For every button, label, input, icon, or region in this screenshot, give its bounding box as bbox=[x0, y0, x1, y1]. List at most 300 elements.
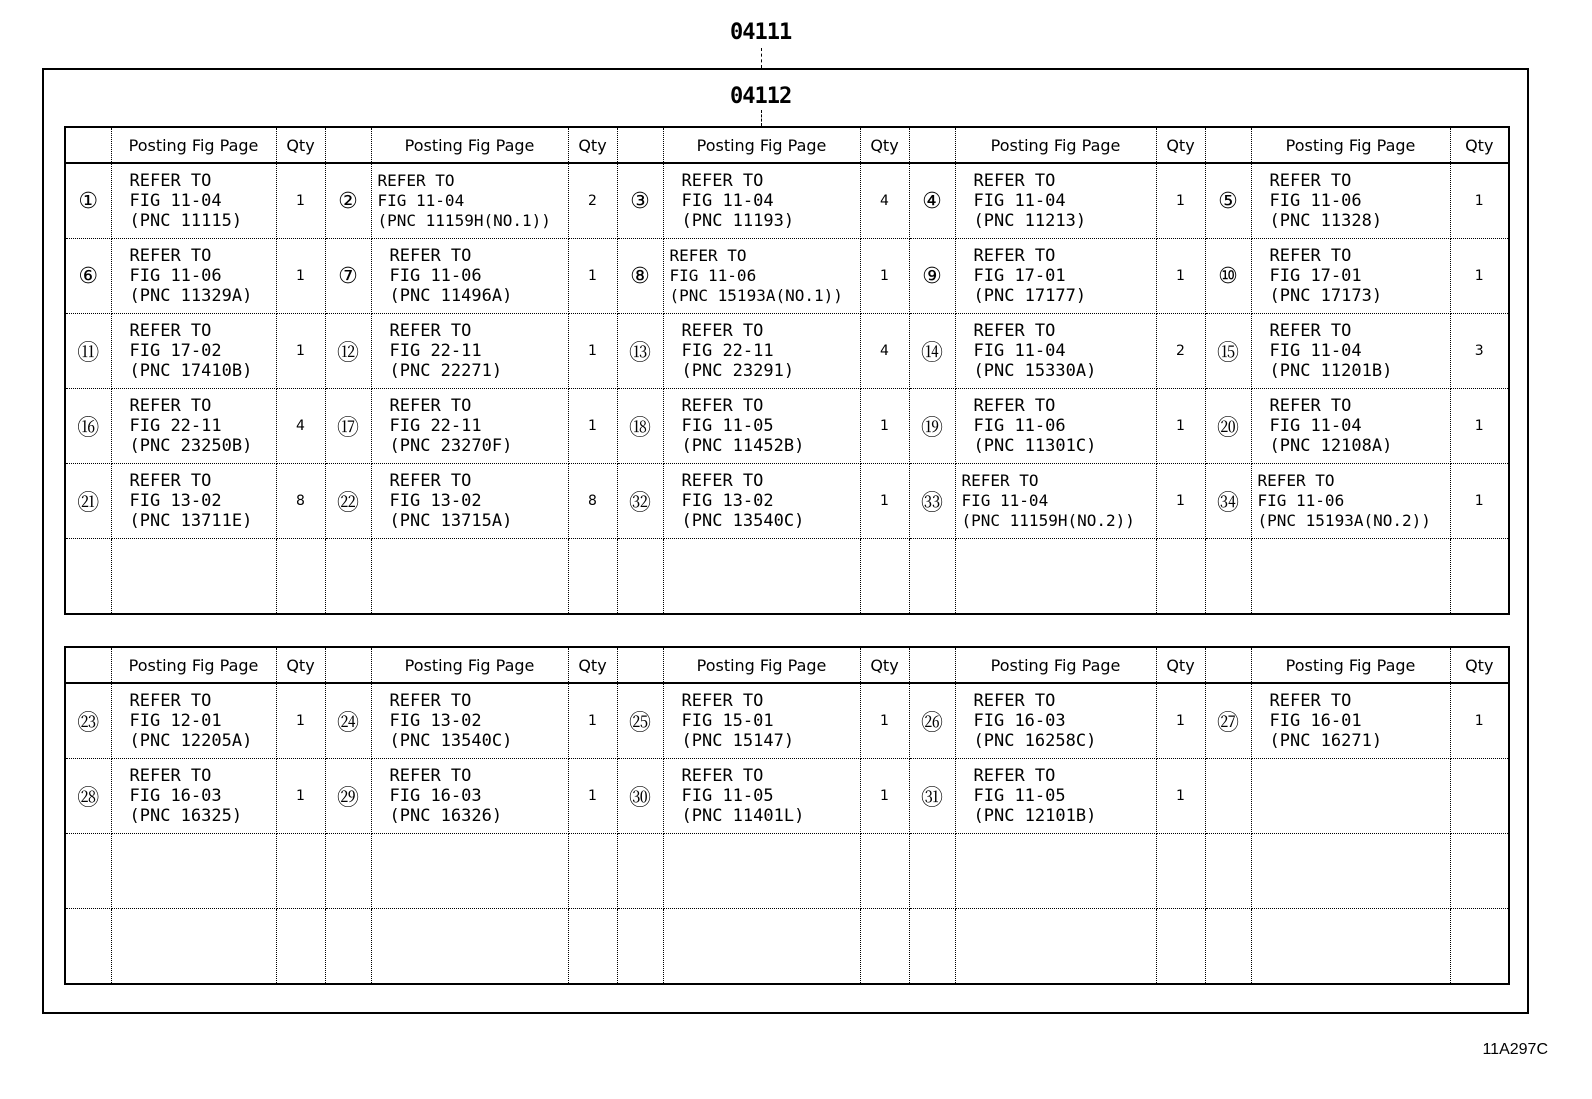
posting-reference bbox=[955, 683, 1156, 759]
quantity: 2 bbox=[1156, 314, 1205, 389]
header-qty: Qty bbox=[1450, 127, 1509, 163]
empty-cell bbox=[1450, 909, 1509, 985]
reference-line-l2: FIG 11-04 bbox=[1269, 341, 1362, 361]
quantity: 1 bbox=[1156, 683, 1205, 759]
empty-cell bbox=[371, 909, 568, 985]
reference-line-l2: FIG 11-04 bbox=[1269, 416, 1362, 436]
reference-line-l3: (PNC 11328) bbox=[1269, 211, 1383, 231]
reference-line-l1: REFER TO bbox=[377, 171, 455, 190]
quantity: 1 bbox=[1156, 759, 1205, 834]
reference-line-l1: REFER TO bbox=[1269, 246, 1352, 266]
header-number-cell bbox=[325, 127, 371, 163]
empty-cell bbox=[65, 539, 111, 615]
reference-line-l1: REFER TO bbox=[129, 246, 212, 266]
quantity: 1 bbox=[1450, 239, 1509, 314]
empty-cell bbox=[568, 834, 617, 909]
quantity: 1 bbox=[276, 759, 325, 834]
empty-cell bbox=[1251, 834, 1450, 909]
item-number: ① bbox=[65, 163, 111, 239]
item-number: ⑯ bbox=[65, 389, 111, 464]
reference-line-l1: REFER TO bbox=[129, 766, 212, 786]
header-row bbox=[65, 647, 1509, 683]
posting-reference bbox=[663, 239, 860, 314]
reference-line-l3: (PNC 11193) bbox=[681, 211, 795, 231]
posting-reference bbox=[1251, 239, 1450, 314]
header-posting-fig-page: Posting Fig Page bbox=[371, 647, 568, 683]
item-number: ㉑ bbox=[65, 464, 111, 539]
reference-line-l2: FIG 16-03 bbox=[129, 786, 222, 806]
item-number: ㉚ bbox=[617, 759, 663, 834]
empty-cell bbox=[1205, 759, 1251, 834]
item-number: ⑭ bbox=[909, 314, 955, 389]
header-number-cell bbox=[1205, 127, 1251, 163]
posting-reference bbox=[371, 464, 568, 539]
reference-line-l2: FIG 22-11 bbox=[681, 341, 774, 361]
reference-line-l1: REFER TO bbox=[129, 321, 212, 341]
item-number: ㉞ bbox=[1205, 464, 1251, 539]
reference-line-l2: FIG 17-02 bbox=[129, 341, 222, 361]
reference-line-l3: (PNC 11159H(NO.1)) bbox=[377, 211, 551, 230]
posting-reference bbox=[111, 163, 276, 239]
reference-line-l3: (PNC 11115) bbox=[129, 211, 243, 231]
quantity: 1 bbox=[568, 314, 617, 389]
quantity: 1 bbox=[1450, 389, 1509, 464]
posting-reference bbox=[111, 239, 276, 314]
reference-line-l3: (PNC 15330A) bbox=[973, 361, 1097, 381]
posting-reference bbox=[663, 163, 860, 239]
quantity: 1 bbox=[860, 683, 909, 759]
reference-line-l1: REFER TO bbox=[681, 396, 764, 416]
item-number: ⑳ bbox=[1205, 389, 1251, 464]
empty-cell bbox=[1205, 539, 1251, 615]
posting-reference bbox=[371, 683, 568, 759]
quantity: 1 bbox=[1156, 163, 1205, 239]
reference-line-l3: (PNC 13715A) bbox=[389, 511, 513, 531]
empty-cell bbox=[909, 539, 955, 615]
reference-line-l2: FIG 13-02 bbox=[681, 491, 774, 511]
reference-line-l3: (PNC 12101B) bbox=[973, 806, 1097, 826]
table-row bbox=[65, 464, 1509, 539]
posting-reference bbox=[1251, 389, 1450, 464]
reference-line-l3: (PNC 13711E) bbox=[129, 511, 253, 531]
leader-line-inner bbox=[761, 110, 762, 126]
table-row bbox=[65, 239, 1509, 314]
empty-cell bbox=[1450, 759, 1509, 834]
header-number-cell bbox=[65, 647, 111, 683]
item-number: ㉜ bbox=[617, 464, 663, 539]
reference-line-l1: REFER TO bbox=[669, 246, 747, 265]
item-number: ㉗ bbox=[1205, 683, 1251, 759]
reference-line-l2: FIG 16-03 bbox=[389, 786, 482, 806]
quantity: 1 bbox=[276, 314, 325, 389]
item-number: ㉙ bbox=[325, 759, 371, 834]
reference-line-l2: FIG 11-04 bbox=[377, 191, 465, 210]
item-number: ㉛ bbox=[909, 759, 955, 834]
empty-cell bbox=[1156, 539, 1205, 615]
quantity: 1 bbox=[276, 683, 325, 759]
reference-line-l1: REFER TO bbox=[681, 691, 764, 711]
posting-reference bbox=[371, 389, 568, 464]
quantity: 1 bbox=[1450, 464, 1509, 539]
parts-reference-table-2 bbox=[64, 646, 1510, 985]
item-number: ⑨ bbox=[909, 239, 955, 314]
reference-line-l2: FIG 11-06 bbox=[1269, 191, 1362, 211]
reference-line-l1: REFER TO bbox=[1269, 396, 1352, 416]
posting-reference bbox=[371, 314, 568, 389]
reference-line-l2: FIG 22-11 bbox=[129, 416, 222, 436]
reference-line-l1: REFER TO bbox=[973, 691, 1056, 711]
empty-cell bbox=[860, 834, 909, 909]
header-number-cell bbox=[909, 647, 955, 683]
empty-cell bbox=[568, 909, 617, 985]
reference-line-l1: REFER TO bbox=[129, 396, 212, 416]
reference-line-l2: FIG 11-04 bbox=[961, 491, 1049, 510]
reference-line-l1: REFER TO bbox=[129, 171, 212, 191]
reference-line-l3: (PNC 15193A(NO.1)) bbox=[669, 286, 843, 305]
header-posting-fig-page: Posting Fig Page bbox=[955, 127, 1156, 163]
header-qty: Qty bbox=[568, 127, 617, 163]
reference-line-l3: (PNC 11301C) bbox=[973, 436, 1097, 456]
empty-cell bbox=[276, 834, 325, 909]
reference-line-l3: (PNC 16271) bbox=[1269, 731, 1383, 751]
posting-reference bbox=[1251, 163, 1450, 239]
header-qty: Qty bbox=[1156, 647, 1205, 683]
header-qty: Qty bbox=[860, 127, 909, 163]
reference-line-l3: (PNC 23270F) bbox=[389, 436, 513, 456]
reference-line-l1: REFER TO bbox=[681, 471, 764, 491]
header-number-cell bbox=[1205, 647, 1251, 683]
reference-line-l1: REFER TO bbox=[973, 171, 1056, 191]
reference-line-l2: FIG 11-06 bbox=[129, 266, 222, 286]
table-row bbox=[65, 389, 1509, 464]
reference-line-l1: REFER TO bbox=[389, 396, 472, 416]
header-posting-fig-page: Posting Fig Page bbox=[1251, 647, 1450, 683]
posting-reference bbox=[663, 389, 860, 464]
empty-row bbox=[65, 834, 1509, 909]
reference-line-l3: (PNC 17173) bbox=[1269, 286, 1383, 306]
empty-cell bbox=[568, 539, 617, 615]
quantity: 4 bbox=[860, 314, 909, 389]
reference-line-l1: REFER TO bbox=[961, 471, 1039, 490]
reference-line-l1: REFER TO bbox=[681, 171, 764, 191]
posting-reference bbox=[1251, 314, 1450, 389]
empty-cell bbox=[1450, 834, 1509, 909]
reference-line-l3: (PNC 12205A) bbox=[129, 731, 253, 751]
header-posting-fig-page: Posting Fig Page bbox=[371, 127, 568, 163]
item-number: ㉝ bbox=[909, 464, 955, 539]
label-04111: 04111 bbox=[730, 20, 792, 45]
quantity: 1 bbox=[1156, 464, 1205, 539]
empty-cell bbox=[663, 834, 860, 909]
reference-line-l3: (PNC 23291) bbox=[681, 361, 795, 381]
reference-line-l1: REFER TO bbox=[973, 766, 1056, 786]
header-qty: Qty bbox=[276, 127, 325, 163]
reference-line-l1: REFER TO bbox=[973, 321, 1056, 341]
reference-line-l1: REFER TO bbox=[681, 766, 764, 786]
quantity: 1 bbox=[860, 464, 909, 539]
empty-cell bbox=[65, 834, 111, 909]
reference-line-l2: FIG 17-01 bbox=[1269, 266, 1362, 286]
empty-cell bbox=[1251, 759, 1450, 834]
empty-cell bbox=[325, 539, 371, 615]
header-number-cell bbox=[617, 647, 663, 683]
reference-line-l2: FIG 17-01 bbox=[973, 266, 1066, 286]
header-qty: Qty bbox=[568, 647, 617, 683]
empty-cell bbox=[955, 834, 1156, 909]
posting-reference bbox=[955, 389, 1156, 464]
empty-cell bbox=[371, 539, 568, 615]
item-number: ㉘ bbox=[65, 759, 111, 834]
empty-cell bbox=[860, 909, 909, 985]
quantity: 3 bbox=[1450, 314, 1509, 389]
item-number: ③ bbox=[617, 163, 663, 239]
posting-reference bbox=[371, 163, 568, 239]
reference-line-l3: (PNC 15147) bbox=[681, 731, 795, 751]
quantity: 1 bbox=[568, 759, 617, 834]
item-number: ⑪ bbox=[65, 314, 111, 389]
reference-line-l1: REFER TO bbox=[973, 246, 1056, 266]
posting-reference bbox=[663, 759, 860, 834]
quantity: 1 bbox=[1450, 163, 1509, 239]
header-posting-fig-page: Posting Fig Page bbox=[111, 127, 276, 163]
reference-line-l2: FIG 11-04 bbox=[681, 191, 774, 211]
header-qty: Qty bbox=[1156, 127, 1205, 163]
empty-cell bbox=[1205, 834, 1251, 909]
posting-reference bbox=[663, 683, 860, 759]
empty-cell bbox=[617, 834, 663, 909]
quantity: 1 bbox=[568, 389, 617, 464]
table-row bbox=[65, 759, 1509, 834]
reference-line-l1: REFER TO bbox=[129, 471, 212, 491]
quantity: 1 bbox=[860, 759, 909, 834]
quantity: 1 bbox=[568, 683, 617, 759]
empty-cell bbox=[65, 909, 111, 985]
header-posting-fig-page: Posting Fig Page bbox=[663, 647, 860, 683]
item-number: ⑫ bbox=[325, 314, 371, 389]
reference-line-l2: FIG 12-01 bbox=[129, 711, 222, 731]
posting-reference bbox=[111, 314, 276, 389]
quantity: 1 bbox=[860, 239, 909, 314]
reference-line-l2: FIG 11-04 bbox=[973, 341, 1066, 361]
reference-line-l2: FIG 11-05 bbox=[681, 786, 774, 806]
empty-cell bbox=[860, 539, 909, 615]
reference-line-l3: (PNC 11213) bbox=[973, 211, 1087, 231]
posting-reference bbox=[955, 464, 1156, 539]
reference-line-l1: REFER TO bbox=[1269, 691, 1352, 711]
item-number: ㉕ bbox=[617, 683, 663, 759]
reference-line-l2: FIG 11-05 bbox=[681, 416, 774, 436]
header-qty: Qty bbox=[1450, 647, 1509, 683]
empty-cell bbox=[1251, 909, 1450, 985]
empty-cell bbox=[276, 539, 325, 615]
reference-line-l1: REFER TO bbox=[1257, 471, 1335, 490]
reference-line-l2: FIG 16-03 bbox=[973, 711, 1066, 731]
empty-cell bbox=[617, 539, 663, 615]
reference-line-l2: FIG 11-06 bbox=[389, 266, 482, 286]
item-number: ⑥ bbox=[65, 239, 111, 314]
reference-line-l2: FIG 11-04 bbox=[973, 191, 1066, 211]
item-number: ⑱ bbox=[617, 389, 663, 464]
reference-line-l1: REFER TO bbox=[1269, 321, 1352, 341]
header-number-cell bbox=[65, 127, 111, 163]
item-number: ㉔ bbox=[325, 683, 371, 759]
empty-cell bbox=[1251, 539, 1450, 615]
reference-line-l3: (PNC 11329A) bbox=[129, 286, 253, 306]
quantity: 1 bbox=[1156, 389, 1205, 464]
posting-reference bbox=[955, 759, 1156, 834]
item-number: ⑲ bbox=[909, 389, 955, 464]
posting-reference bbox=[663, 464, 860, 539]
reference-line-l1: REFER TO bbox=[1269, 171, 1352, 191]
reference-line-l3: (PNC 16325) bbox=[129, 806, 243, 826]
empty-cell bbox=[909, 909, 955, 985]
posting-reference bbox=[955, 239, 1156, 314]
quantity: 8 bbox=[276, 464, 325, 539]
item-number: ㉖ bbox=[909, 683, 955, 759]
quantity: 2 bbox=[568, 163, 617, 239]
item-number: ⑰ bbox=[325, 389, 371, 464]
reference-line-l3: (PNC 22271) bbox=[389, 361, 503, 381]
header-row bbox=[65, 127, 1509, 163]
empty-cell bbox=[955, 909, 1156, 985]
posting-reference bbox=[111, 759, 276, 834]
item-number: ④ bbox=[909, 163, 955, 239]
table-row bbox=[65, 163, 1509, 239]
header-number-cell bbox=[617, 127, 663, 163]
quantity: 1 bbox=[1156, 239, 1205, 314]
item-number: ⑧ bbox=[617, 239, 663, 314]
posting-reference bbox=[1251, 683, 1450, 759]
reference-line-l2: FIG 13-02 bbox=[389, 491, 482, 511]
empty-cell bbox=[617, 909, 663, 985]
posting-reference bbox=[371, 759, 568, 834]
empty-cell bbox=[955, 539, 1156, 615]
reference-line-l1: REFER TO bbox=[389, 471, 472, 491]
item-number: ⑦ bbox=[325, 239, 371, 314]
quantity: 1 bbox=[276, 239, 325, 314]
quantity: 1 bbox=[276, 163, 325, 239]
reference-line-l1: REFER TO bbox=[389, 246, 472, 266]
reference-line-l2: FIG 13-02 bbox=[389, 711, 482, 731]
reference-line-l2: FIG 22-11 bbox=[389, 341, 482, 361]
header-posting-fig-page: Posting Fig Page bbox=[955, 647, 1156, 683]
posting-reference bbox=[111, 464, 276, 539]
posting-reference bbox=[955, 163, 1156, 239]
empty-cell bbox=[325, 909, 371, 985]
reference-line-l3: (PNC 17410B) bbox=[129, 361, 253, 381]
header-number-cell bbox=[909, 127, 955, 163]
reference-line-l3: (PNC 13540C) bbox=[681, 511, 805, 531]
quantity: 8 bbox=[568, 464, 617, 539]
header-posting-fig-page: Posting Fig Page bbox=[111, 647, 276, 683]
reference-line-l1: REFER TO bbox=[389, 691, 472, 711]
quantity: 1 bbox=[568, 239, 617, 314]
leader-line-outer bbox=[761, 48, 762, 68]
header-qty: Qty bbox=[276, 647, 325, 683]
reference-line-l3: (PNC 11159H(NO.2)) bbox=[961, 511, 1135, 530]
table-row bbox=[65, 683, 1509, 759]
reference-line-l3: (PNC 11201B) bbox=[1269, 361, 1393, 381]
item-number: ⑤ bbox=[1205, 163, 1251, 239]
reference-line-l3: (PNC 23250B) bbox=[129, 436, 253, 456]
empty-cell bbox=[325, 834, 371, 909]
empty-cell bbox=[663, 539, 860, 615]
table-row bbox=[65, 314, 1509, 389]
item-number: ⑬ bbox=[617, 314, 663, 389]
reference-line-l3: (PNC 12108A) bbox=[1269, 436, 1393, 456]
empty-cell bbox=[1450, 539, 1509, 615]
reference-line-l3: (PNC 17177) bbox=[973, 286, 1087, 306]
empty-cell bbox=[276, 909, 325, 985]
posting-reference bbox=[1251, 464, 1450, 539]
reference-line-l1: REFER TO bbox=[973, 396, 1056, 416]
quantity: 4 bbox=[276, 389, 325, 464]
empty-cell bbox=[663, 909, 860, 985]
empty-row bbox=[65, 909, 1509, 985]
reference-line-l3: (PNC 15193A(NO.2)) bbox=[1257, 511, 1431, 530]
quantity: 1 bbox=[1450, 683, 1509, 759]
parts-reference-table-1 bbox=[64, 126, 1510, 615]
header-posting-fig-page: Posting Fig Page bbox=[1251, 127, 1450, 163]
posting-reference bbox=[663, 314, 860, 389]
empty-cell bbox=[371, 834, 568, 909]
reference-line-l2: FIG 22-11 bbox=[389, 416, 482, 436]
empty-cell bbox=[111, 539, 276, 615]
posting-reference bbox=[111, 389, 276, 464]
posting-reference bbox=[111, 683, 276, 759]
reference-line-l1: REFER TO bbox=[129, 691, 212, 711]
item-number: ㉒ bbox=[325, 464, 371, 539]
reference-line-l3: (PNC 11496A) bbox=[389, 286, 513, 306]
label-04112: 04112 bbox=[730, 84, 792, 109]
header-posting-fig-page: Posting Fig Page bbox=[663, 127, 860, 163]
header-number-cell bbox=[325, 647, 371, 683]
reference-line-l2: FIG 11-04 bbox=[129, 191, 222, 211]
posting-reference bbox=[955, 314, 1156, 389]
empty-cell bbox=[1156, 834, 1205, 909]
reference-line-l2: FIG 11-06 bbox=[669, 266, 757, 285]
reference-line-l2: FIG 11-05 bbox=[973, 786, 1066, 806]
reference-line-l2: FIG 11-06 bbox=[1257, 491, 1345, 510]
reference-line-l2: FIG 11-06 bbox=[973, 416, 1066, 436]
reference-line-l3: (PNC 13540C) bbox=[389, 731, 513, 751]
empty-row bbox=[65, 539, 1509, 615]
reference-line-l3: (PNC 16326) bbox=[389, 806, 503, 826]
empty-cell bbox=[1205, 909, 1251, 985]
figure-id: 11A297C bbox=[1482, 1041, 1548, 1058]
item-number: ㉓ bbox=[65, 683, 111, 759]
reference-line-l2: FIG 13-02 bbox=[129, 491, 222, 511]
reference-line-l3: (PNC 11452B) bbox=[681, 436, 805, 456]
reference-line-l2: FIG 16-01 bbox=[1269, 711, 1362, 731]
empty-cell bbox=[909, 834, 955, 909]
posting-reference bbox=[371, 239, 568, 314]
reference-line-l1: REFER TO bbox=[681, 321, 764, 341]
empty-cell bbox=[111, 834, 276, 909]
reference-line-l3: (PNC 11401L) bbox=[681, 806, 805, 826]
quantity: 4 bbox=[860, 163, 909, 239]
empty-cell bbox=[111, 909, 276, 985]
reference-line-l1: REFER TO bbox=[389, 321, 472, 341]
reference-line-l1: REFER TO bbox=[389, 766, 472, 786]
header-qty: Qty bbox=[860, 647, 909, 683]
quantity: 1 bbox=[860, 389, 909, 464]
item-number: ⑮ bbox=[1205, 314, 1251, 389]
item-number: ⑩ bbox=[1205, 239, 1251, 314]
item-number: ② bbox=[325, 163, 371, 239]
empty-cell bbox=[1156, 909, 1205, 985]
reference-line-l2: FIG 15-01 bbox=[681, 711, 774, 731]
